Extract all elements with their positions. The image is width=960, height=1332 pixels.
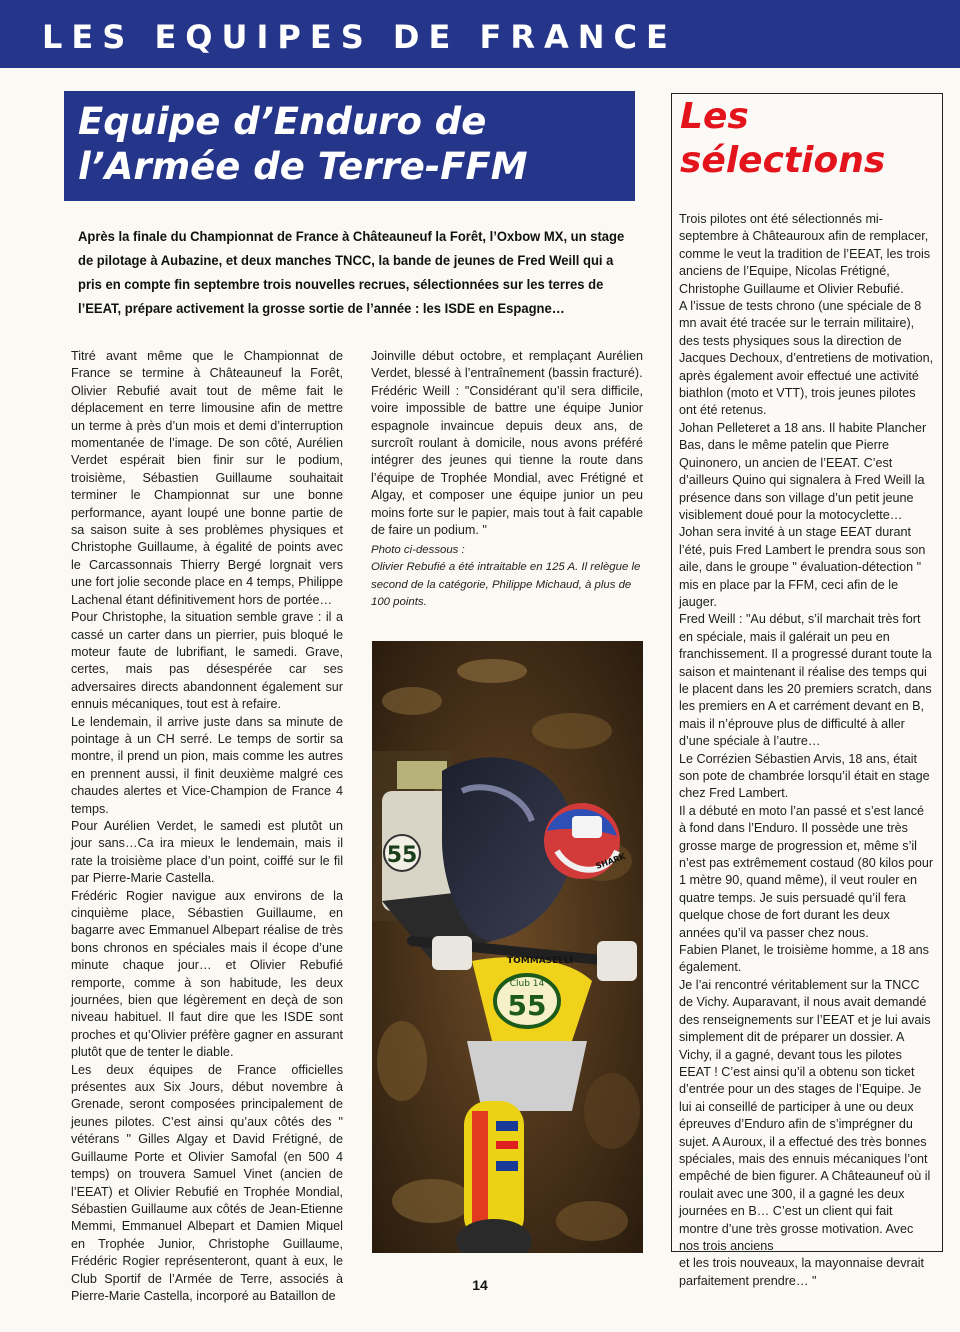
paragraph: Frédéric Weill : "Considérant qu’il sera difficile, voire impossible de battre une équipe Junior espagnole invaincue depuis deux ans, de surcroît roulant à domicile, nous avons préféré intégrer des jeunes qui tienne la route dans l’équipe de Trophée Mondial, avec Frétigné et Algay, et composer une équipe junior un peu moins forte sur le papier, mais tout à fait capable de faire un podium. "	[371, 383, 643, 538]
rear-plate-number: 55	[386, 843, 418, 868]
paragraph: Je l’ai rencontré véritablement sur la TNCC de Vichy. Auparavant, il nous avait demandé des renseignements sur l’EEAT et je lui avais simplement dit de préparer un dossier. A Vichy, il a gagné, devant tous les pilotes EEAT ! C’est ainsi qu’il a obtenu son ticket d’entrée pour un des stages de l’Equipe. Je lui ai conseillé de participer à une ou deux épreuves d’Enduro afin de s’imprégner du sujet. A Auroux, il a effectué des très bonnes spéciales, mais des ennuis mécaniques l’ont empêché de bien figurer. A Châteauneuf où il roulait avec une 300, il a gagné les deux journées en B… C’est un client qui fait montre d’une très grosse motivation. Avec nos trois anciens	[679, 977, 931, 1253]
section-header-title: LES EQUIPES DE FRANCE	[42, 18, 677, 56]
page-number: 14	[472, 1277, 488, 1293]
paragraph: Il a débuté en moto l’an passé et s’est lancé à fond dans l’Enduro. Il possède une très grosse marge de progression et, même s’il n’est pas extrêmement costaud (80 kilos pour 1 mètre 90, quand même), il veut rouler en quatre temps. Je suis persuadé qu’il fera quelque chose de fort durant les deux années qu’il va passer chez nous.	[679, 803, 934, 940]
front-plate-number: 55	[507, 989, 547, 1022]
caption-text: Olivier Rebufié a été intraitable en 125 A. Il relègue le second de la catégorie, Philippe Michaud, à plus de 100 points.	[371, 561, 641, 609]
paragraph: Pour Christophe, la situation semble grave : il a cassé un carter dans un pierrier, puis bloqué le moteur faute de lubrifiant, le samedi. Grave, certes, mais pas désespérée car ses adversaires directs abandonnent également sur ennuis mécaniques, tout est à refaire.	[71, 610, 343, 712]
paragraph: Fabien Planet, le troisième homme, a 18 ans également.	[679, 943, 929, 975]
caption-label: Photo ci-dessous :	[371, 544, 465, 556]
paragraph: A l’issue de tests chrono (une spéciale de 8 mn avait été tracée sur le terrain militaire), des tests physiques sous la direction de Jacques Dechoux, d’entretiens de motivation, après également avoir effectué une activité biathlon (moto et VTT), trois jeunes pilotes ont été retenus.	[679, 299, 934, 418]
article-column-1	[71, 348, 343, 1305]
paragraph: Fred Weill : "Au début, s’il marchait très fort en spéciale, mais il galérait un peu en franchissement. Il a progressé durant toute la saison et maintenant il réalise des temps qui le placent dans les 20 premiers scratch, dans les premiers en A et carrément devant en B, mais il n’éprouve plus de difficulté à aller d’une spéciale à l’autre…	[679, 612, 932, 749]
paragraph: Le lendemain, il arrive juste dans sa minute de pointage à un CH serré. Le temps de sortir sa montre, il prend un pion, mais comme les autres en prennent aussi, il finit deuxième malgré ces chaudes alertes et Vice-Champion de France 4 temps.	[71, 714, 343, 816]
paragraph: Trois pilotes ont été sélectionnés mi-septembre à Châteauroux afin de remplacer, comme le veut la tradition de l’EEAT, les trois anciens de l’Equipe, Nicolas Frétigné, Christophe Guillaume et Olivier Rebufié.	[679, 212, 931, 296]
sidebar-title-line-1: Les	[680, 96, 749, 137]
photo-illustration	[372, 641, 643, 1253]
sidebar-title	[680, 95, 930, 183]
paragraph: Johan Pelleteret a 18 ans. Il habite Plancher Bas, dans le même patelin que Pierre Quinonero, un ancien de l’EEAT. C’est d’ailleurs Quino qui signalera à Fred Weill la présence dans son village d’un petit jeune visiblement doué pour la motocyclette… Johan sera invité à un stage EEAT durant l’été, puis Fred Lambert le prendra sous son aile, dans le groupe " évaluation-détection " mis en place par la FFM, ceci afin de le jauger.	[679, 420, 927, 609]
paragraph: Le Corrézien Sébastien Arvis, 18 ans, était son pote de chambrée lorsqu’il était en stage chez Fred Lambert.	[679, 751, 930, 801]
sponsor-text: TOMMASELLI	[507, 956, 574, 966]
sidebar-text	[679, 211, 934, 1290]
helmet-brand: SHARK	[594, 851, 627, 871]
paragraph: Les deux équipes de France officielles présentes aux Six Jours, début novembre à Grenade, seront composées principalement de jeunes pilotes. C’est ainsi qu’aux côtés des " vétérans " Gilles Algay et David Frétigné, de Guillaume Porte et Olivier Samofal (en 500 4 temps) on trouvera Samuel Vinet (ancien de l’EEAT) et Olivier Rebufié en Trophée Mondial, Sébastien Guillaume aux côtés de Jean-Etienne Memmi, Emmanuel Albepart et Damien Miquel en Trophée Junior, Christophe Guillaume, Frédéric Rogier représenteront, quant à eux, le Club Sportif de l’Armée de Terre, associés à Pierre-Marie Castella, incorporé au Bataillon de	[71, 1062, 343, 1303]
paragraph: et les trois nouveaux, la mayonnaise devrait parfaitement prendre… "	[679, 1256, 925, 1288]
article-title-box	[64, 91, 635, 201]
club-label: Club 14	[509, 979, 545, 989]
photo-caption	[371, 542, 643, 612]
paragraph: Joinville début octobre, et remplaçant Aurélien Verdet, blessé à l’entraînement (bassin fracturé).	[371, 349, 643, 381]
article-intro: Après la finale du Championnat de France à Châteauneuf la Forêt, l’Oxbow MX, un stage de pilotage à Aubazine, et deux manches TNCC, la bande de jeunes de Fred Weill qui a pris en compte fin septembre trois nouvelles recrues, sélectionnées sur les terres de l’EEAT, prépare activement la grosse sortie de l’année : les ISDE en Espagne…	[78, 228, 625, 316]
article-title	[78, 99, 618, 189]
article-title-line-2: l’Armée de Terre-FFM	[78, 145, 528, 188]
paragraph: Frédéric Rogier navigue aux environs de la cinquième place, Sébastien Guillaume, en bagarre avec Emmanuel Albepart réalise de très bons chronos en spéciales mais il écope d’une minute chaque jour… et Olivier Rebufié remporte, comme à son habitude, les deux journées, bien que légèrement en deçà de son niveau habituel. Il faut dire que les ISDE sont proches et qu’Olivier préfère gagner en assurant plutôt que de tenter le diable.	[71, 888, 343, 1060]
article-title-line-1: Equipe d’Enduro de	[78, 100, 487, 143]
paragraph: Titré avant même que le Championnat de France se termine à Châteauneuf la Forêt, Olivier Rebufié avait tout de même fait le déplacement en terre limousine afin de mettre un terme à près d’un mois et demi d’interruption momentanée de l’image. De son côté, Aurélien Verdet espérait bien finir sur le podium, troisième, Sébastien Guillaume souhaitait terminer le Championnat sur une bonne performance, ayant loupé une bonne partie de sa saison suite à ses problèmes physiques et Christophe Guillaume, à égalité de points avec le Carcassonnais Thierry Bergé lorgnait vers une fort jolie seconde place en 4 temps, Philippe Lachenal étant définitivement hors de portée…	[71, 349, 343, 607]
section-header-band	[0, 0, 960, 68]
article-column-2	[371, 348, 643, 539]
paragraph: Pour Aurélien Verdet, le samedi est plutôt un jour sans…Ca ira mieux le lendemain, mais il rate la troisième place d’un point, coiffé sur le fil par Pierre-Marie Castella.	[71, 818, 343, 886]
sidebar-title-line-2: sélections	[680, 140, 886, 181]
enduro-rider-photo	[372, 641, 643, 1253]
